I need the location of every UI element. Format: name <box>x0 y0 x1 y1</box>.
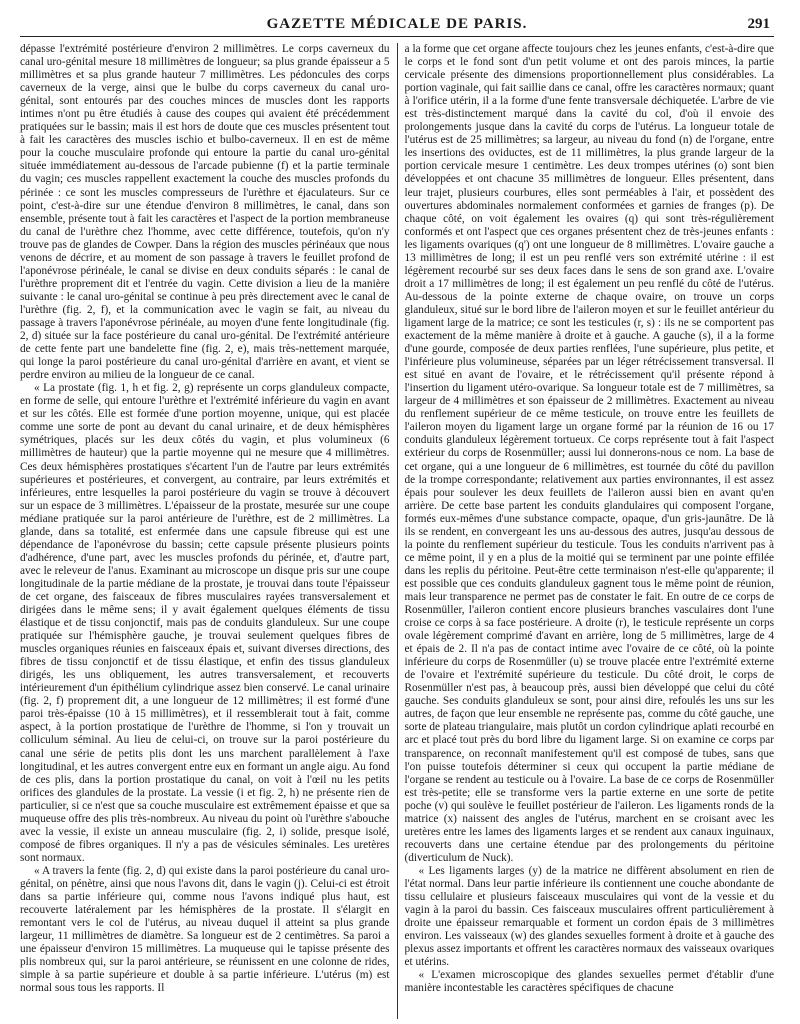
paragraph: « Les ligaments larges (y) de la matrice ne diffèrent absolument en rien de l'état normal. Dans leur partie inférieure ils contiennent une couche abondante de tissu cellulaire et plusieurs faisceaux musculaires qui vont de la vessie et du vagin à la paroi du bassin. Ces faisceaux musculaires offrent particulièrement à droite une épaisseur remarquable et forment un cordon épais de 3 millimètres environ. Les vaisseaux (w) des glandes sexuelles forment à droite et à gauche des plexus assez importants et offrent les caractères normaux des vaisseaux ovariques et utérins. <box>404 864 774 969</box>
paragraph: « A travers la fente (fig. 2, d) qui existe dans la paroi postérieure du canal uro-génital, on pénètre, ainsi que nous l'avons dit, dans le vagin (j). Celui-ci est étroit dans sa partie inférieure qui, comme nous l'avons indiqué plus haut, est recouverte latéralement par les hémisphères de la prostate. Il s'élargit en remontant vers le col de l'utérus, au niveau duquel il atteint sa plus grande largeur, 11 millimètres de diamètre. Sa longueur est de 2 centimètres. Sa paroi a une épaisseur d'environ 15 millimètres. La muqueuse qui le tapisse présente des plis nombreux qui, sur la paroi antérieure, se réunissent en une colonne de rides, simple à sa partie supérieure et double à sa partie inférieure. L'utérus (m) est normal sous tous les rapports. Il <box>20 864 390 995</box>
right-column <box>405 43 775 1019</box>
paragraph: a la forme que cet organe affecte toujours chez les jeunes enfants, c'est-à-dire que le corps et le fond sont d'un petit volume et ont des parois minces, la partie cervicale présente des dimensions proportionnellement plus considérables. La portion vaginale, qui fait saillie dans ce canal, offre les caractères normaux; quant à l'orifice utérin, il a la forme d'une fente transversale déchiquetée. L'arbre de vie est très-distinctement marqué dans la cavité du col, d'où il envoie des prolongements jusque dans la cavité du corps de l'utérus. La longueur totale de l'utérus est de 25 millimètres; sa largeur, au niveau du fond (n) de l'organe, entre les insertions des oviductes, est de 11 millimètres, la plus grande largeur de la portion cervicale mesure 1 centimètre. Les deux trompes utérines (o) sont bien développées et ont chacune 35 millimètres de longueur. Elles présentent, dans leur trajet, plusieurs courbures, elles sont perméables à l'air, et possèdent des ouvertures abdominales normalement conformées et garnies de franges (p). De chaque côté, on voit également les ovaires (q) qui sont très-régulièrement conformés et ont l'aspect que ces organes présentent chez de très-jeunes enfants : les ligaments ovariques (q') ont une longueur de 8 millimètres. L'ovaire gauche a 13 millimètres de long; il est un peu renflé vers son extrémité utérine : il est légèrement recourbé sur ses deux faces dans le sens de son grand axe. L'ovaire droit a 17 millimètres de long; il est également un peu renflé du côté de l'utérus. Au-dessous de la pointe externe de chaque ovaire, on trouve un corps glanduleux, situé sur le bord libre de l'aileron moyen et sur le feuillet antérieur du ligament large de la matrice; ce sont les testicules (r, s) : ils ne se comportent pas exactement de la même manière à droite et à gauche. A gauche (s), il a la forme d'une gourde, composée de deux parties renflées, l'une supérieure, plus petite, et l'inférieure plus volumineuse, séparées par un léger rétrécissement transversal. Il est situé en avant de l'ovaire, et le rétrécissement qu'il présente répond à l'insertion du ligament utéro-ovarique. Sa longueur totale est de 7 millimètres, sa largeur de 4 millimètres et son épaisseur de 2 millimètres. Exactement au niveau du renflement supérieur de ce même testicule, on trouve entre les feuillets de l'aileron moyen du ligament large un organe formé par la réunion de 16 ou 17 conduits glanduleux légèrement tortueux. Ce corps représente tout à fait l'aspect extérieur du corps de Rosenmüller; aussi lui donnerons-nous ce nom. La base de cet organe, qui a une longueur de 6 millimètres, est tournée du côté du pavillon de la trompe correspondante; relativement aux parties environnantes, il est assez épais pour soulever les deux feuillets de l'aileron aussi bien en avant qu'en arrière. De cette base partent les conduits glandulaires qui composent l'organe, formés eux-mêmes d'une substance compacte, opaque, d'un gris-jaunâtre. De là ils se rendent, en convergeant les uns au-dessous des autres, jusqu'au dessous de la pointe du renflement supérieur du testicule. Tous les conduits n'arrivent pas à ce même point, il y en a plus de la moitié qui se terminent par une pointe effilée dans les replis du péritoine. Peut-être cette terminaison n'est-elle qu'apparente; il est possible que ces conduits glanduleux gagnent tous le même point de réunion, mais leur transparence ne permet pas de constater le fait. En outre de ce corps de Rosenmüller, l'aileron contient encore plusieurs branches vasculaires dont l'une croise ce corps à sa face postérieure. A droite (r), le testicule représente un corps ovale légèrement comprimé d'avant en arrière, long de 5 millimètres, large de 4 et épais de 2. Il n'a pas de contact intime avec l'ovaire de ce côté, où la pointe inférieure du corps de Rosenmüller (u) se trouve placée entre l'extrémité externe de l'ovaire et l'extrémité supérieure du testicule. Du côté droit, le corps de Rosenmüller n'est pas, à beaucoup près, aussi bien développé que celui du côté gauche. Ses conduits glanduleux se sont, pour ainsi dire, refoulés les uns sur les autres, de façon que leur ensemble ne représente pas, comme du côté gauche, une sorte de plateau triangulaire, mais plutôt un cordon cylindrique aplati recourbé en arc et placé tout près du bord libre du ligament large. Si on examine ce corps par transparence, on reconnaît manifestement qu'il est composé de tubes, sans que l'on puisse toutefois déterminer si ceux qui occupent la partie médiane de l'organe se rendent au testicule ou à l'ovaire. La base de ce corps de Rosenmüller est très-petite; elle se transforme vers la partie externe en une sorte de petite poche (v) qui soulève le feuillet postérieur de l'aileron. Les ligaments ronds de la matrice (x) naissent des angles de l'utérus, marchent en se croisant avec les uretères entre les lames des ligaments larges et se rendent aux canaux inguinaux, recouverts dans une certaine étendue par des prolongements du péritoine (diverticulum de Nuck). <box>404 43 774 864</box>
left-column <box>20 43 390 1019</box>
paragraph: dépasse l'extrémité postérieure d'environ 2 millimètres. Le corps caverneux du canal uro-génital mesure 18 millimètres de longueur; sa plus grande épaisseur a 5 millimètres et sa plus grande hauteur 7 millimètres. Les pédoncules des corps caverneux de la verge, ainsi que le bulbe du corps caverneux du canal uro-génital, sont entourés par des couches minces de muscles dont les rapports intimes n'ont pu être étudiés à cause des coupes qui avaient été précédemment pratiquées sur le bassin; mais il est hors de doute que ces muscles présentent tout à fait les caractères des muscles ischio et bulbo-caverneux. Il en est de même pour la couche musculaire profonde qui entoure la partie du canal uro-génital située immédiatement au-dessous de l'arcade pubienne (f) et la partie terminale du vagin; ces muscles rappellent exactement la couche des muscles profonds du périnée : ce sont les muscles compresseurs de l'urèthre et éjaculateurs. Sur ce point, c'est-à-dire sur une étendue d'environ 8 millimètres, le canal, dans son ensemble, présente tout à fait les caractères et l'aspect de la portion membraneuse du canal de l'urèthre chez l'homme, avec cette différence, toutefois, qu'on n'y trouve pas de glandes de Cowper. Dans la région des muscles périnéaux que nous venons de décrire, et au moment de son passage à travers le feuillet profond de l'aponévrose périnéale, le canal se divise en deux conduits séparés : le canal de l'urèthre proprement dit et l'entrée du vagin. Cette division a lieu de la manière suivante : le canal uro-génital se continue à peu près directement avec le canal de l'urèthre (fig. 2, f), et la communication avec le vagin se fait, au niveau du passage à travers l'aponévrose périnéale, au moyen d'une fente longitudinale (fig. 2, d) située sur la face postérieure du canal uro-génital. De l'extrémité antérieure de cette fente part une bandelette fine (fig. 2, e), mais très-nettement marquée, qui longe la paroi postérieure du canal uro-génital d'arrière en avant, et vient se perdre environ au milieu de la longueur de ce canal. <box>20 43 390 382</box>
column-divider <box>397 43 398 1019</box>
paragraph: « La prostate (fig. 1, h et fig. 2, g) représente un corps glanduleux compacte, en forme de selle, qui entoure l'urèthre et l'extrémité inférieure du vagin en avant et sur les côtés. Elle est formée d'une portion moyenne, unique, qui est placée comme une sorte de pont au devant du canal urinaire, et de deux hémisphères symétriques, placés sur les deux côtés du vagin, et plus volumineux (6 millimètres de hauteur) que la partie moyenne qui ne mesure que 4 millimètres. Ces deux hémisphères prostatiques s'écartent l'un de l'autre par leurs extrémités supérieures et postérieures, et convergent, au contraire, par leurs extrémités et inférieures, entre lesquelles la paroi postérieure du vagin se trouve à découvert sur un espace de 3 millimètres. L'épaisseur de la prostate, mesurée sur une coupe médiane pratiquée sur la paroi antérieure de l'urèthre, est de 2 millimètres. La glande, dans sa totalité, est enfermée dans une capsule fibreuse qui est une dépendance de l'aponévrose du bassin; cette capsule présente plusieurs points d'adhérence, d'une part, avec les muscles profonds du périnée, et, d'autre part, avec le releveur de l'anus. Examinant au microscope un disque pris sur une coupe longitudinale de la partie médiane de la prostate, je trouvai dans toute l'épaisseur de cet organe, des faisceaux de fibres musculaires rayées transversalement et dirigées dans le même sens; il y avait également quelques éléments de tissu élastique et de tissu conjonctif, mais pas de conduits glanduleux. Sur une coupe pratiquée sur l'hémisphère gauche, je trouvai seulement quelques fibres de muscles organiques réunies en faisceaux épais et, suivant diverses directions, des fibres de tissu conjonctif et de tissu élastique, et enfin des tissus glanduleux dirigés, les uns obliquement, les autres transversalement, et recouverts intérieurement d'un épithélium cylindrique assez bien conservé. Le canal urinaire (fig. 2, f) proprement dit, a une longueur de 12 millimètres; il est formé d'une paroi très-épaisse (10 à 15 millimètres), et il ressemblerait tout à fait, comme aspect, à la portion prostatique de l'urèthre de l'homme, si l'on y trouvait un colliculum séminal. Au lieu de celui-ci, on trouve sur la paroi postérieure du canal une série de petits plis dont les uns marchent parallèlement à l'axe longitudinal, et les autres convergent entre eux en formant un angle aigu. Au fond de ces plis, dans la portion prostatique du canal, on voit à l'œil nu les petits orifices des glandules de la prostate. La vessie (i et fig. 2, h) ne présente rien de particulier, si ce n'est que sa couche musculaire est extrêmement épaisse et que sa muqueuse offre des plis très-nombreux. Au niveau du point où l'urèthre s'abouche avec la vessie, il existe un anneau musculaire (fig. 2, i) solide, presque isolé, composé de fibres organiques. Il n'y a pas de vésicules séminales. Les uretères sont normaux. <box>20 382 390 864</box>
page-header <box>20 14 774 37</box>
text-columns <box>20 43 774 1019</box>
paragraph: « L'examen microscopique des glandes sexuelles permet d'établir d'une manière incontestable les caractères spécifiques de chacune <box>404 969 774 995</box>
page-number: 291 <box>747 16 770 32</box>
publication-title: GAZETTE MÉDICALE DE PARIS. <box>266 16 528 32</box>
